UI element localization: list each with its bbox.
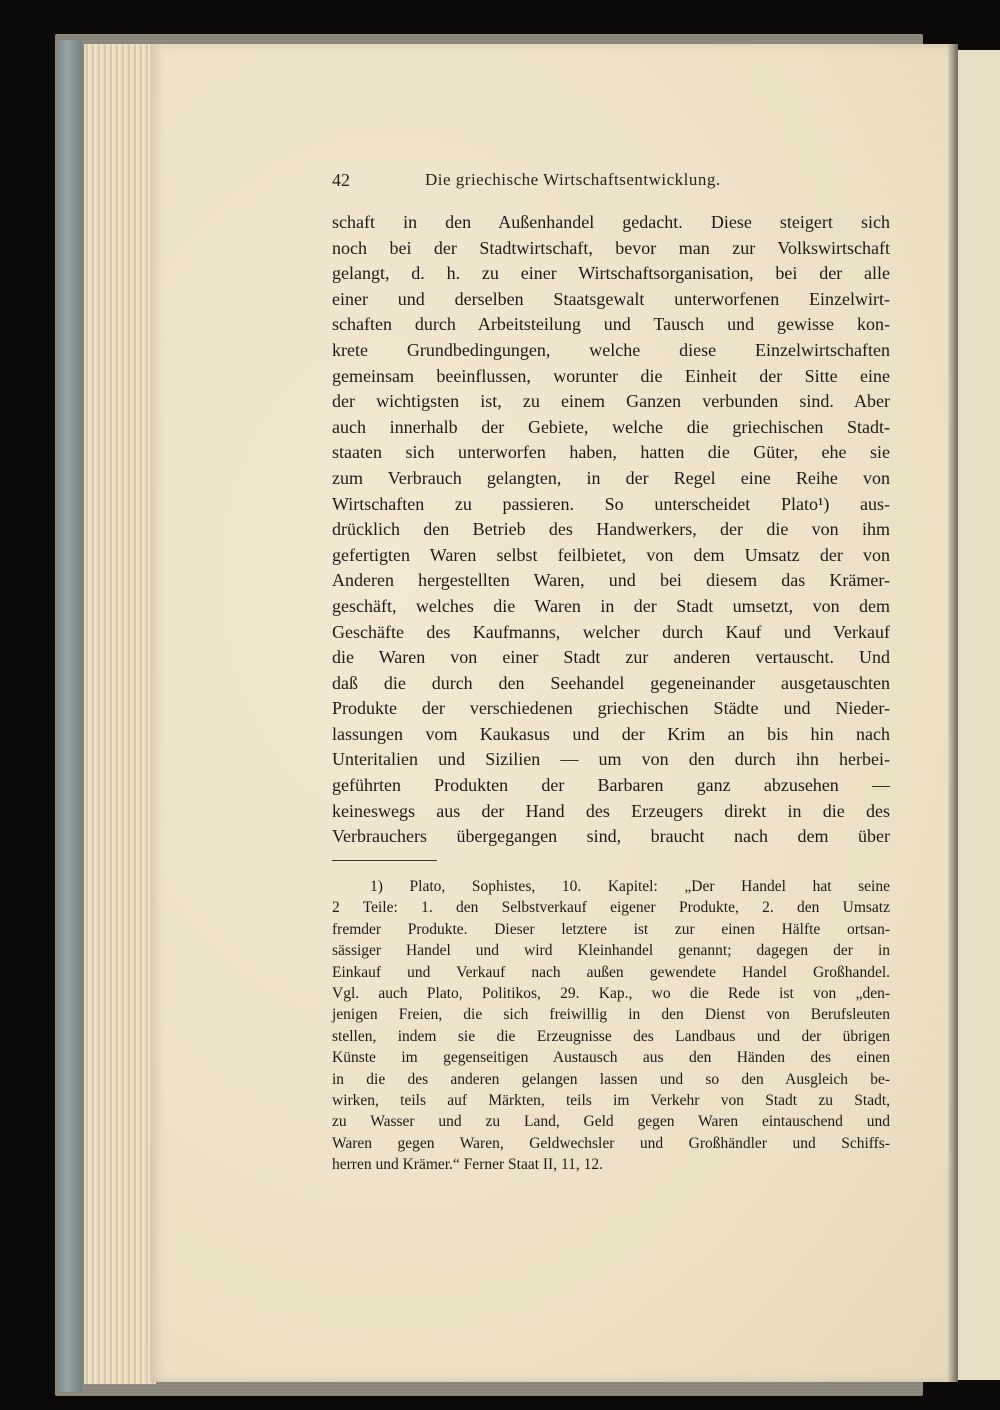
body-line: Verbrauchers übergegangen sind, braucht nach dem über xyxy=(332,826,890,847)
body-line: geschäft, welches die Waren in der Stadt umsetzt, von dem xyxy=(332,595,890,616)
footnote-line: jenigen Freien, die sich freiwillig in den Dienst von Berufsleuten xyxy=(332,1006,890,1024)
footnote-line: wirken, teils auf Märkten, teils im Verkehr von Stadt zu Stadt, xyxy=(332,1092,890,1110)
body-line: schaften durch Arbeitsteilung und Tausch und gewisse kon- xyxy=(332,314,890,335)
body-line: gefertigten Waren selbst feilbietet, von dem Umsatz der von xyxy=(332,544,890,565)
page-edges xyxy=(84,44,156,1384)
body-line: geführten Produkten der Barbaren ganz abzusehen — xyxy=(332,775,890,796)
body-line: Produkte der verschiedenen griechischen Städte und Nieder- xyxy=(332,698,890,719)
footnote-line: fremder Produkte. Dieser letztere ist zur einen Hälfte ortsan- xyxy=(332,920,890,938)
running-title: Die griechische Wirtschaftsentwicklung. xyxy=(425,170,721,189)
footnote-line: 1) Plato, Sophistes, 10. Kapitel: „Der Handel hat seine xyxy=(370,878,890,895)
footnote-line: herren und Krämer.“ Ferner Staat II, 11, 12. xyxy=(332,1156,604,1174)
footnote-line: Vgl. auch Plato, Politikos, 29. Kap., wo die Rede ist von „den- xyxy=(332,985,890,1003)
footnote-line: sässiger Handel und wird Kleinhandel genannt; dagegen der in xyxy=(332,942,890,960)
footnote-line: in die des anderen gelangen lassen und so den Ausgleich be- xyxy=(332,1070,890,1088)
body-line: noch bei der Stadtwirtschaft, bevor man zur Volkswirtschaft xyxy=(332,237,890,258)
page-number: 42 xyxy=(332,170,350,190)
body-line: einer und derselben Staatsgewalt unterworfenen Einzelwirt- xyxy=(332,288,890,309)
body-line: schaft in den Außenhandel gedacht. Diese steigert sich xyxy=(332,212,890,232)
page-fold xyxy=(948,44,958,1382)
body-line: lassungen vom Kaukasus und der Krim an bis hin nach xyxy=(332,723,890,744)
footnote-line: zu Wasser und zu Land, Geld gegen Waren eintauschend und xyxy=(332,1113,890,1131)
footnote-line: Künste im gegenseitigen Austausch aus den Händen des einen xyxy=(332,1049,890,1067)
body-line: keineswegs aus der Hand des Erzeugers direkt in die des xyxy=(332,800,890,821)
body-line: Unteritalien und Sizilien — um von den durch ihn herbei- xyxy=(332,749,890,770)
footnote-line: 2 Teile: 1. den Selbstverkauf eigener Produkte, 2. den Umsatz xyxy=(332,899,890,917)
footnote-separator xyxy=(332,860,437,861)
footnote-line: Einkauf und Verkauf nach außen gewendete Handel Großhandel. xyxy=(332,963,890,981)
footnote-line: stellen, indem sie die Erzeugnisse des Landbaus und der übrigen xyxy=(332,1027,890,1045)
page-header xyxy=(332,170,892,194)
body-line: gemeinsam beeinflussen, worunter die Einheit der Sitte eine xyxy=(332,365,890,386)
body-line: Wirtschaften zu passieren. So unterscheidet Plato¹) aus- xyxy=(332,493,890,514)
footnote-line: Waren gegen Waren, Geldwechsler und Großhändler und Schiffs- xyxy=(332,1134,890,1152)
body-line: auch innerhalb der Gebiete, welche die griechischen Stadt- xyxy=(332,416,890,437)
body-line: daß die durch den Seehandel gegeneinander ausgetauschten xyxy=(332,672,890,693)
body-line: krete Grundbedingungen, welche diese Einzelwirtschaften xyxy=(332,339,890,360)
body-line: zum Verbrauch gelangten, in der Regel eine Reihe von xyxy=(332,467,890,488)
book-spine xyxy=(58,40,82,1392)
footnotes xyxy=(332,876,890,1176)
body-line: Anderen hergestellten Waren, und bei diesem das Krämer- xyxy=(332,570,890,591)
body-line: die Waren von einer Stadt zur anderen vertauscht. Und xyxy=(332,647,890,668)
body-line: gelangt, d. h. zu einer Wirtschaftsorganisation, bei der alle xyxy=(332,263,890,284)
body-text xyxy=(332,210,890,850)
body-line: staaten sich unterworfen haben, hatten die Güter, ehe sie xyxy=(332,442,890,463)
body-line: der wichtigsten ist, zu einem Ganzen verbunden sind. Aber xyxy=(332,391,890,412)
body-line: drücklich den Betrieb des Handwerkers, der die von ihm xyxy=(332,519,890,540)
body-line: Geschäfte des Kaufmanns, welcher durch Kauf und Verkauf xyxy=(332,621,890,642)
facing-page-edge xyxy=(958,50,1000,1380)
